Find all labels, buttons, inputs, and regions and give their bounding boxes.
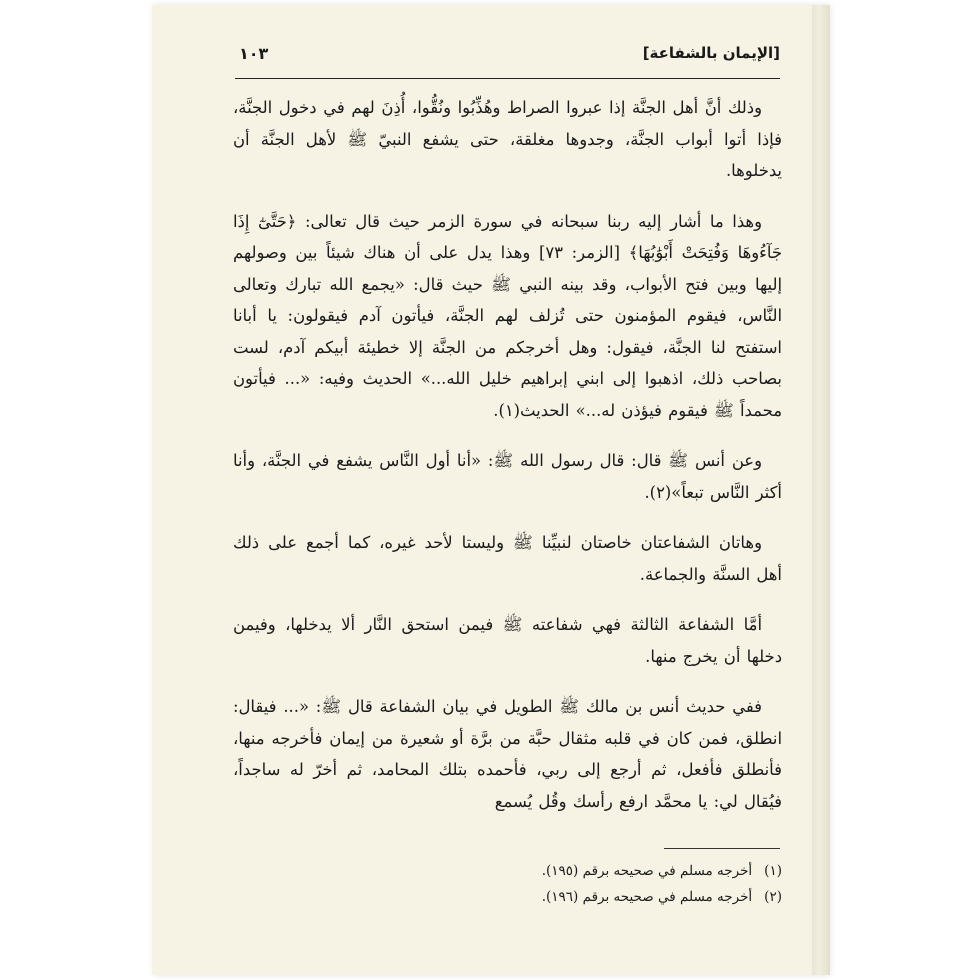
footnote-rule [664, 848, 780, 849]
header-rule [235, 78, 780, 79]
footnotes [233, 858, 782, 910]
page-edge [812, 5, 830, 975]
footnote-text: أخرجه مسلم في صحيحه برقم (١٩٦). [541, 889, 753, 905]
paragraph: وهاتان الشفاعتان خاصتان لنبيِّنا ﷺ وليستا لأحد غيره، كما أجمع على ذلك أهل السنَّة والجماعة. [233, 533, 782, 584]
main-text [233, 92, 782, 817]
paragraph: أمَّا الشفاعة الثالثة فهي شفاعته ﷺ فيمن استحق النَّار ألا يدخلها، وفيمن دخلها أن يخرج منها. [233, 615, 782, 666]
page-number: ١٠٣ [239, 44, 269, 63]
footnote-text: أخرجه مسلم في صحيحه برقم (١٩٥). [541, 863, 753, 879]
footnote [233, 884, 782, 910]
footnote-number: (٢) [764, 889, 782, 905]
page-header [235, 44, 780, 76]
footnote [233, 858, 782, 884]
paragraph: وهذا ما أشار إليه ربنا سبحانه في سورة الزمر حيث قال تعالى: ﴿حَتَّىٰٓ إِذَا جَآءُوهَا وَفُتِحَتْ أَبْوَٰبُهَا﴾ [الزمر: ٧٣] وهذا يدل على أن هناك شيئاً بين وصولهم إليها وبين فتح الأبواب، وقد بينه النبي ﷺ حيث قال: «يجمع الله تبارك وتعالى النَّاس، فيقوم المؤمنون حتى تُزلف لهم الجنَّة، فيأتون آدم فيقولون: يا أبانا استفتح لنا الجنَّة، فيقول: وهل أخرجكم من الجنَّة إلا خطيئة أبيكم آدم، لست بصاحب ذلك، اذهبوا إلى ابني إبراهيم خليل الله...» الحديث وفيه: «... فيأتون محمداً ﷺ فيقوم فيؤذن له...» الحديث(١). [233, 211, 783, 420]
paragraph: ففي حديث أنس بن مالك ﷺ الطويل في بيان الشفاعة قال ﷺ: «... فيقال: انطلق، فمن كان في قلبه مثقال حبَّة من برَّة أو شعيرة من إيمان فأخرجه منها، فأنطلق فأفعل، ثم أرجع إلى ربي، فأحمده بتلك المحامد، ثم أخرّ له ساجداً، فيُقال لي: يا محمَّد ارفع رأسك وقُل يُسمع [233, 697, 782, 811]
paragraph: وعن أنس ﷺ قال: قال رسول الله ﷺ: «أنا أول النَّاس يشفع في الجنَّة، وأنا أكثر النَّاس تبعاً»(٢). [233, 451, 782, 502]
running-title: [الإيمان بالشفاعة] [642, 44, 780, 62]
footnote-number: (١) [764, 863, 782, 879]
paragraph: وذلك أنَّ أهل الجنَّة إذا عبروا الصراط وهُذِّبُوا ونُقُّوا، أُذِنَ لهم في دخول الجنَّة، فإذا أتوا أبواب الجنَّة، وجدوها مغلقة، حتى يشفع النبيّ ﷺ لأهل الجنَّة أن يدخلوها. [233, 98, 782, 180]
